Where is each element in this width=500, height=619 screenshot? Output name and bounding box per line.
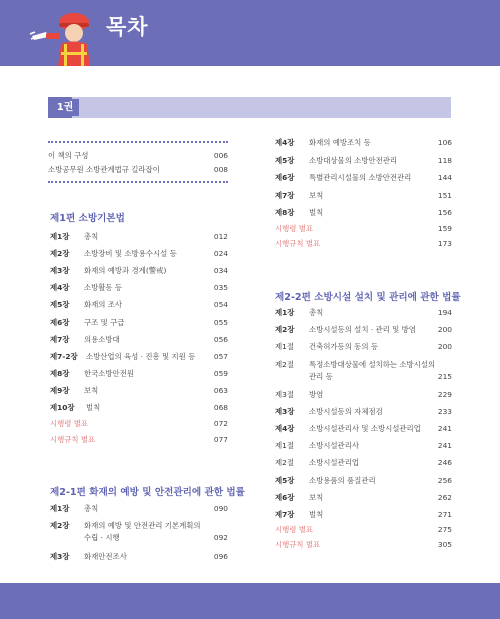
page-number: 090 (213, 504, 228, 513)
chapter-title-line2: 수립 · 시행 (84, 533, 120, 542)
page-number: 092 (213, 533, 228, 542)
page-number: 072 (213, 419, 228, 429)
chapter-number: 제7장 (275, 510, 295, 519)
appendix-title: 시행규칙 별표 (275, 239, 321, 248)
toc-row[interactable] (275, 189, 452, 203)
chapter-number: 제3장 (50, 266, 70, 276)
section-title: 제2-2편 소방시설 설치 및 관리에 관한 법률 (275, 292, 461, 303)
page-number: 012 (213, 232, 228, 241)
chapter-title: 특정소방대상물에 설치하는 소방시설의 (309, 359, 436, 369)
toc-row[interactable] (50, 519, 228, 542)
chapter-title: 소방시설관리업 (309, 458, 359, 468)
chapter-number: 제2절 (275, 359, 294, 369)
chapter-number: 제1장 (50, 232, 70, 241)
chapter-title: 화재안전조사 (84, 552, 127, 561)
page-number: 068 (213, 403, 228, 412)
page-number: 200 (437, 325, 452, 335)
chapter-title: 소방활동 등 (84, 283, 123, 293)
toc-row[interactable] (50, 502, 228, 516)
toc-row[interactable] (275, 306, 452, 320)
page-number: 241 (437, 424, 452, 433)
toc-row[interactable] (50, 550, 228, 564)
toc-row[interactable] (50, 247, 228, 261)
toc-row[interactable] (50, 384, 228, 398)
appendix-title: 시행령 별표 (50, 419, 89, 429)
chapter-number: 제4장 (275, 424, 295, 433)
page-number: 035 (213, 283, 228, 293)
chapter-title: 화재의 조사 (84, 300, 123, 310)
page-number: 057 (213, 351, 228, 361)
chapter-number: 제6장 (50, 317, 70, 327)
chapter-title: 총칙 (84, 232, 99, 241)
page-number: 275 (437, 525, 452, 535)
chapter-number: 제7장 (50, 334, 70, 344)
toc-row[interactable] (275, 323, 452, 337)
page-number: 173 (437, 239, 452, 248)
chapter-number: 제8장 (275, 208, 295, 218)
chapter-title: 의용소방대 (84, 334, 120, 344)
page-number: 151 (437, 190, 452, 200)
page-number: 056 (213, 334, 228, 344)
chapter-number: 제1장 (275, 308, 295, 317)
toc-row[interactable] (50, 350, 228, 364)
page-number: 233 (437, 406, 452, 416)
chapter-title-line2: 관리 등 (309, 371, 333, 381)
toc-row[interactable] (275, 388, 452, 402)
chapter-title: 보칙 (309, 492, 324, 502)
page-number: 262 (437, 492, 452, 502)
appendix-row[interactable] (50, 417, 228, 431)
appendix-row[interactable] (275, 523, 452, 537)
list-item[interactable]: 이 책의 구성 006 (48, 151, 228, 160)
chapter-title: 화재의 예방과 경계(警戒) (84, 266, 167, 276)
toc-row[interactable] (50, 401, 228, 415)
chapter-number: 제4장 (275, 138, 295, 147)
chapter-title: 총칙 (84, 504, 99, 513)
toc-row[interactable] (275, 136, 452, 150)
page-number: 241 (437, 441, 452, 451)
page-number: 256 (437, 475, 452, 485)
page-number: 305 (437, 540, 452, 550)
chapter-number: 제4장 (50, 283, 70, 293)
appendix-row[interactable] (50, 433, 228, 447)
page-number: 055 (213, 317, 228, 327)
appendix-title: 시행규칙 별표 (275, 540, 321, 550)
toc-row[interactable] (50, 316, 228, 330)
chapter-number: 제3장 (50, 552, 70, 561)
page-number: 246 (437, 458, 452, 468)
page-number: 096 (213, 552, 228, 561)
chapter-number: 제2장 (275, 325, 295, 335)
page-number: 159 (437, 224, 452, 233)
chapter-title: 보칙 (84, 385, 99, 395)
chapter-title: 구조 및 구급 (84, 317, 125, 327)
chapter-number: 제1절 (275, 441, 294, 451)
page-number: 106 (437, 138, 452, 147)
list-item[interactable]: 소방공무원 소방관계법규 길라잡이 008 (48, 165, 228, 174)
chapter-number: 제7-2장 (50, 351, 78, 361)
chapter-number: 제5장 (50, 300, 70, 310)
chapter-number: 제5장 (275, 475, 295, 485)
page-number: 054 (213, 300, 228, 310)
toc-row[interactable] (275, 422, 452, 436)
toc-row[interactable] (50, 264, 228, 278)
page-number: 063 (213, 385, 228, 395)
page-number: 156 (437, 208, 452, 218)
toc-row[interactable] (275, 439, 452, 453)
chapter-number: 제2절 (275, 458, 294, 468)
appendix-row[interactable] (275, 237, 452, 251)
chapter-title: 소방시설등의 설치 · 관리 및 방염 (309, 325, 416, 335)
volume-label: 1권 (51, 99, 79, 116)
toc-row[interactable] (275, 340, 452, 354)
volume-bar (48, 97, 451, 118)
toc-row[interactable] (50, 230, 228, 244)
page-number: 200 (437, 342, 452, 352)
chapter-title: 특별관리시설물의 소방안전관리 (309, 173, 412, 183)
toc-row[interactable] (275, 171, 452, 185)
chapter-number: 제9장 (50, 385, 70, 395)
page-number: 077 (213, 435, 228, 445)
chapter-number: 제7장 (275, 190, 295, 200)
chapter-title: 화재의 예방 및 안전관리 기본계획의 (84, 521, 201, 530)
chapter-title: 소방용품의 품질관리 (309, 475, 376, 485)
chapter-title: 소방대상물의 소방안전관리 (309, 155, 398, 165)
page-number: 271 (437, 510, 452, 519)
chapter-number: 제8장 (50, 368, 70, 378)
toc-row[interactable] (50, 333, 228, 347)
chapter-number: 제1장 (50, 504, 70, 513)
toc-row[interactable] (275, 358, 452, 381)
chapter-title: 소방장비 및 소방용수시설 등 (84, 249, 177, 259)
chapter-title: 소방산업의 육성 · 진흥 및 지원 등 (86, 351, 196, 361)
chapter-title: 벌칙 (309, 510, 324, 519)
page-number: 194 (437, 308, 452, 317)
toc-row[interactable] (275, 154, 452, 168)
toc-row[interactable] (50, 367, 228, 381)
toc-row[interactable] (275, 206, 452, 220)
toc-row[interactable] (50, 298, 228, 312)
appendix-title: 시행규칙 별표 (50, 435, 96, 445)
page-number: 144 (437, 173, 452, 183)
page-number: 059 (213, 368, 228, 378)
toc-row[interactable] (275, 508, 452, 522)
page-number: 034 (213, 266, 228, 276)
page-number: 118 (437, 155, 452, 165)
chapter-number: 제1절 (275, 342, 294, 352)
toc-row[interactable] (275, 405, 452, 419)
toc-row[interactable] (50, 281, 228, 295)
chapter-title: 소방시설관리사 및 소방시설관리업 (309, 424, 421, 433)
chapter-title: 보칙 (309, 190, 324, 200)
toc-row[interactable] (275, 491, 452, 505)
chapter-title: 소방시설등의 자체점검 (309, 406, 383, 416)
appendix-row[interactable] (275, 222, 452, 236)
chapter-title: 방염 (309, 389, 324, 399)
chapter-number: 제3절 (275, 389, 294, 399)
divider (48, 181, 228, 183)
section-title: 제1편 소방기본법 (50, 213, 125, 224)
chapter-title: 소방시설관리사 (309, 441, 359, 451)
toc-row[interactable] (275, 474, 452, 488)
page-number: 215 (437, 371, 452, 381)
page-number: 229 (437, 389, 452, 399)
appendix-title: 시행령 별표 (275, 224, 314, 233)
chapter-number: 제6장 (275, 492, 295, 502)
page-title: 목차 (106, 15, 149, 39)
chapter-title: 총칙 (309, 308, 324, 317)
chapter-title: 건축허가등의 동의 등 (309, 342, 378, 352)
chapter-number: 제6장 (275, 173, 295, 183)
appendix-title: 시행령 별표 (275, 525, 314, 535)
chapter-title: 벌칙 (86, 403, 101, 412)
chapter-number: 제2장 (50, 249, 70, 259)
chapter-number: 제3장 (275, 406, 295, 416)
chapter-title: 한국소방안전원 (84, 368, 134, 378)
chapter-title: 화재의 예방조치 등 (309, 138, 371, 147)
section-title: 제2-1편 화재의 예방 및 안전관리에 관한 법률 (50, 487, 245, 498)
appendix-row[interactable] (275, 538, 452, 552)
toc-row[interactable] (275, 456, 452, 470)
chapter-number: 제10장 (50, 403, 75, 412)
divider (48, 141, 228, 143)
chapter-title: 벌칙 (309, 208, 324, 218)
footer-band (0, 583, 500, 619)
chapter-number: 제2장 (50, 521, 70, 530)
firefighter-mascot-icon (28, 6, 98, 66)
page-number: 024 (213, 249, 228, 259)
chapter-number: 제5장 (275, 155, 295, 165)
